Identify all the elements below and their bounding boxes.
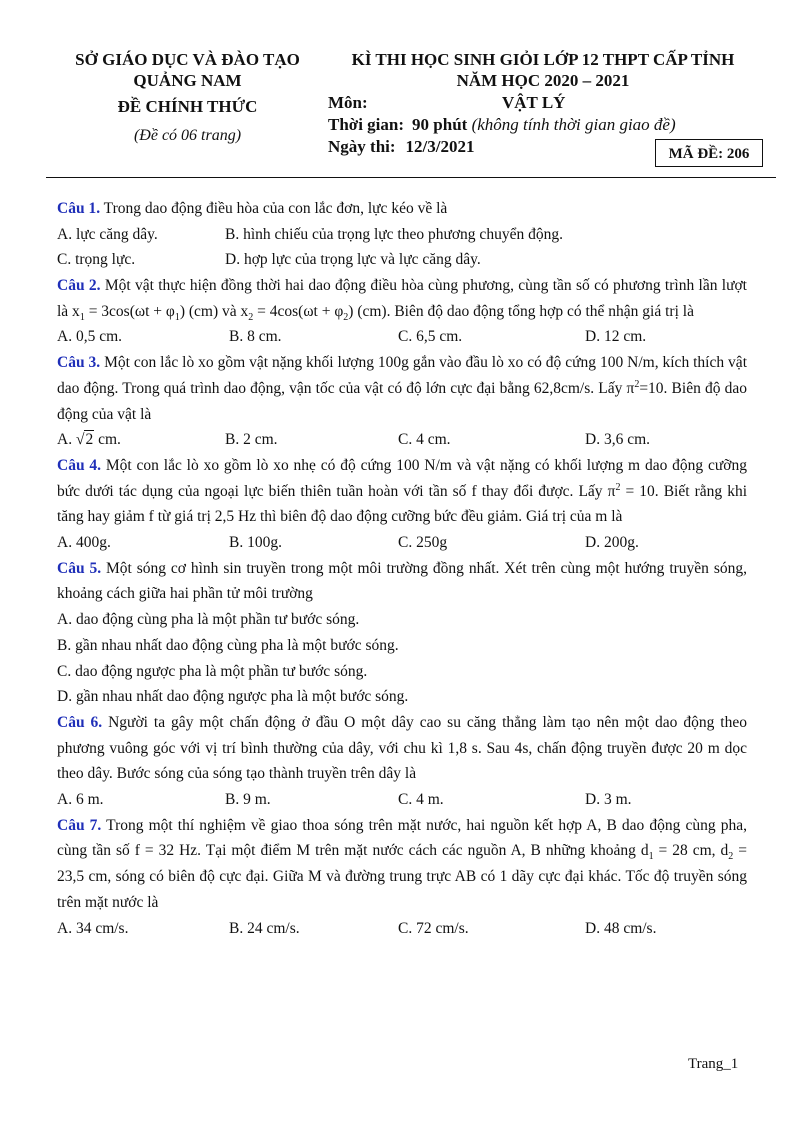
page-number: Trang_1 — [688, 1056, 739, 1072]
option-b: B. hình chiếu của trọng lực theo phương chuyển động. — [225, 225, 563, 243]
question-text: = 10. Biết rằng khi tăng hay giảm f từ giá trị 2,5 Hz thì biên độ dao động cưỡng bức đều giảm. Giá trị của m là — [57, 482, 747, 526]
question-text: Một sóng cơ hình sin truyền trong một môi trường đồng nhất. Xét trên cùng một hướng truyền sóng, khoảng cách giữa hai phần tử môi trường — [57, 559, 747, 603]
subscript: 1 — [79, 311, 85, 323]
question-text: = 23,5 cm, sóng có biên độ cực đại. Giữa M và đường trung trực AB có 1 dãy cực đại khác. Tốc độ truyền sóng trên mặt nước là — [57, 842, 747, 911]
option-c: C. 4 m. — [398, 791, 444, 809]
option-a: A. 34 cm/s. — [57, 919, 129, 937]
option-b: B. 8 cm. — [229, 328, 282, 346]
option-d: D. 3 m. — [585, 791, 632, 809]
options-row — [57, 787, 747, 813]
options-row — [57, 916, 747, 942]
time-label: Thời gian: — [328, 115, 405, 134]
superscript: 2 — [615, 481, 621, 493]
option-letter: A. — [57, 431, 73, 449]
subject-value: VẬT LÝ — [502, 93, 566, 112]
question-text: = 4cos(ωt + φ — [253, 302, 344, 320]
question-text: Trong một thí nghiệm về giao thoa sóng trên mặt nước, hai nguồn kết hợp A, B dao động cùng pha, cùng tần số f = 32 Hz. Tại một điểm M trên mặt nước cách các nguồn A, B những khoảng d — [57, 816, 747, 860]
options-row — [57, 427, 747, 453]
option-b: B. 2 cm. — [225, 431, 278, 449]
date-label: Ngày thi: — [328, 137, 396, 156]
options-row — [57, 633, 747, 659]
question-label: Câu 6. — [57, 713, 103, 731]
question-6 — [57, 710, 747, 787]
option-a: A. lực căng dây. — [57, 225, 158, 243]
options-row — [57, 324, 747, 350]
sqrt-radicand: 2 — [85, 431, 94, 449]
question-label: Câu 3. — [57, 354, 101, 372]
superscript: 2 — [634, 378, 640, 390]
question-text: ) (cm). Biên độ dao động tổng hợp có thể nhận giá trị là — [348, 302, 694, 320]
option-unit: cm. — [94, 431, 121, 449]
question-label: Câu 5. — [57, 559, 102, 577]
official-exam-label: ĐỀ CHÍNH THỨC — [117, 97, 258, 116]
exam-code-box: MÃ ĐỀ: 206 — [655, 139, 763, 167]
questions-section — [57, 196, 747, 941]
time-note: (không tính thời gian giao đề) — [471, 115, 676, 134]
option-c: C. 4 cm. — [398, 431, 451, 449]
option-d: D. 12 cm. — [585, 328, 647, 346]
options-row — [57, 659, 747, 685]
time-value: 90 phút — [412, 115, 468, 134]
header-divider — [46, 177, 776, 178]
school-year: NĂM HỌC 2020 – 2021 — [456, 71, 630, 90]
exam-title: KÌ THI HỌC SINH GIỎI LỚP 12 THPT CẤP TỈNH — [351, 50, 735, 69]
option-d: D. 3,6 cm. — [585, 431, 651, 449]
option-a: A. 0,5 cm. — [57, 328, 123, 346]
option-d: D. 48 cm/s. — [585, 919, 657, 937]
question-label: Câu 2. — [57, 277, 101, 295]
question-4 — [57, 453, 747, 530]
page-count-note: (Đề có 06 trang) — [133, 127, 242, 144]
question-text: Một con lắc lò xo gồm lò xo nhẹ có độ cứng 100 N/m và vật nặng có khối lượng m dao động cưỡng bức dưới tác dụng của ngoại lực biến thiên tuần hoàn với tần số f thay đổi được. Lấy π — [57, 456, 747, 500]
question-text: = 28 cm, d — [653, 842, 729, 860]
option-b: B. 24 cm/s. — [229, 919, 300, 937]
options-row — [57, 607, 747, 633]
department-name: SỞ GIÁO DỤC VÀ ĐÀO TẠO — [75, 50, 300, 69]
question-text: Người ta gây một chấn động ở đầu O một dây cao su căng thẳng làm tạo nên một dao động theo phương vuông góc với vị trí bình thường của dây, với chu kì 1,8 s. Sau 4s, chấn động truyền được 20 m dọc theo dây. Bước sóng của sóng tạo thành truyền trên dây là — [57, 713, 747, 783]
subscript: 1 — [648, 851, 654, 863]
province-name: QUẢNG NAM — [133, 71, 242, 90]
subscript: 2 — [343, 311, 349, 323]
question-7 — [57, 813, 747, 916]
question-text: Trong dao động điều hòa của con lắc đơn, lực kéo về là — [100, 200, 448, 217]
option-d: D. hợp lực của trọng lực và lực căng dây. — [225, 251, 481, 269]
question-1 — [57, 196, 747, 222]
question-text: =10. Biên độ dao động của vật là — [57, 379, 747, 423]
option-b: B. 9 m. — [225, 791, 271, 809]
question-3 — [57, 350, 747, 427]
subscript: 2 — [248, 311, 254, 323]
option-a: A. 400g. — [57, 534, 111, 552]
options-row — [57, 222, 747, 248]
option-c: C. dao động ngược pha là một phần tư bước sóng. — [57, 662, 368, 680]
option-a — [57, 427, 121, 453]
sqrt-sign-icon: √ — [75, 431, 85, 449]
question-text: Một vật thực hiện đồng thời hai dao động điều hòa cùng phương, cùng tần số có phương trình lần lượt là x — [57, 277, 747, 320]
option-a: A. dao động cùng pha là một phần tư bước sóng. — [57, 611, 360, 629]
option-d: D. gần nhau nhất dao động ngược pha là một bước sóng. — [57, 688, 409, 706]
date-value: 12/3/2021 — [405, 137, 475, 156]
question-label: Câu 1. — [57, 200, 101, 217]
options-row — [57, 530, 747, 556]
question-label: Câu 7. — [57, 816, 102, 834]
option-d: D. 200g. — [585, 534, 639, 552]
subject-label: Môn: — [328, 93, 368, 112]
options-row — [57, 247, 747, 273]
option-a: A. 6 m. — [57, 791, 104, 809]
option-b: B. gần nhau nhất dao động cùng pha là một bước sóng. — [57, 636, 399, 654]
options-row — [57, 684, 747, 710]
option-b: B. 100g. — [229, 534, 282, 552]
option-c: C. trọng lực. — [57, 251, 136, 269]
question-label: Câu 4. — [57, 456, 102, 474]
question-text: ) (cm) và x — [179, 302, 249, 320]
subscript: 2 — [728, 851, 734, 863]
question-2 — [57, 273, 747, 324]
question-5 — [57, 556, 747, 607]
option-c: C. 72 cm/s. — [398, 919, 469, 937]
option-c: C. 6,5 cm. — [398, 328, 463, 346]
question-text: = 3cos(ωt + φ — [84, 302, 175, 320]
question-text: Một con lắc lò xo gồm vật nặng khối lượng 100g gắn vào đầu lò xo có độ cứng 100 N/m, kích thích vật dao động. Trong quá trình dao động, vận tốc của vật có độ lớn cực đại bằng 62,8cm/s. Lấy π — [57, 354, 747, 397]
time-line — [328, 114, 758, 136]
option-c: C. 250g — [398, 534, 448, 552]
sqrt-expression — [76, 427, 94, 453]
subscript: 1 — [174, 311, 180, 323]
